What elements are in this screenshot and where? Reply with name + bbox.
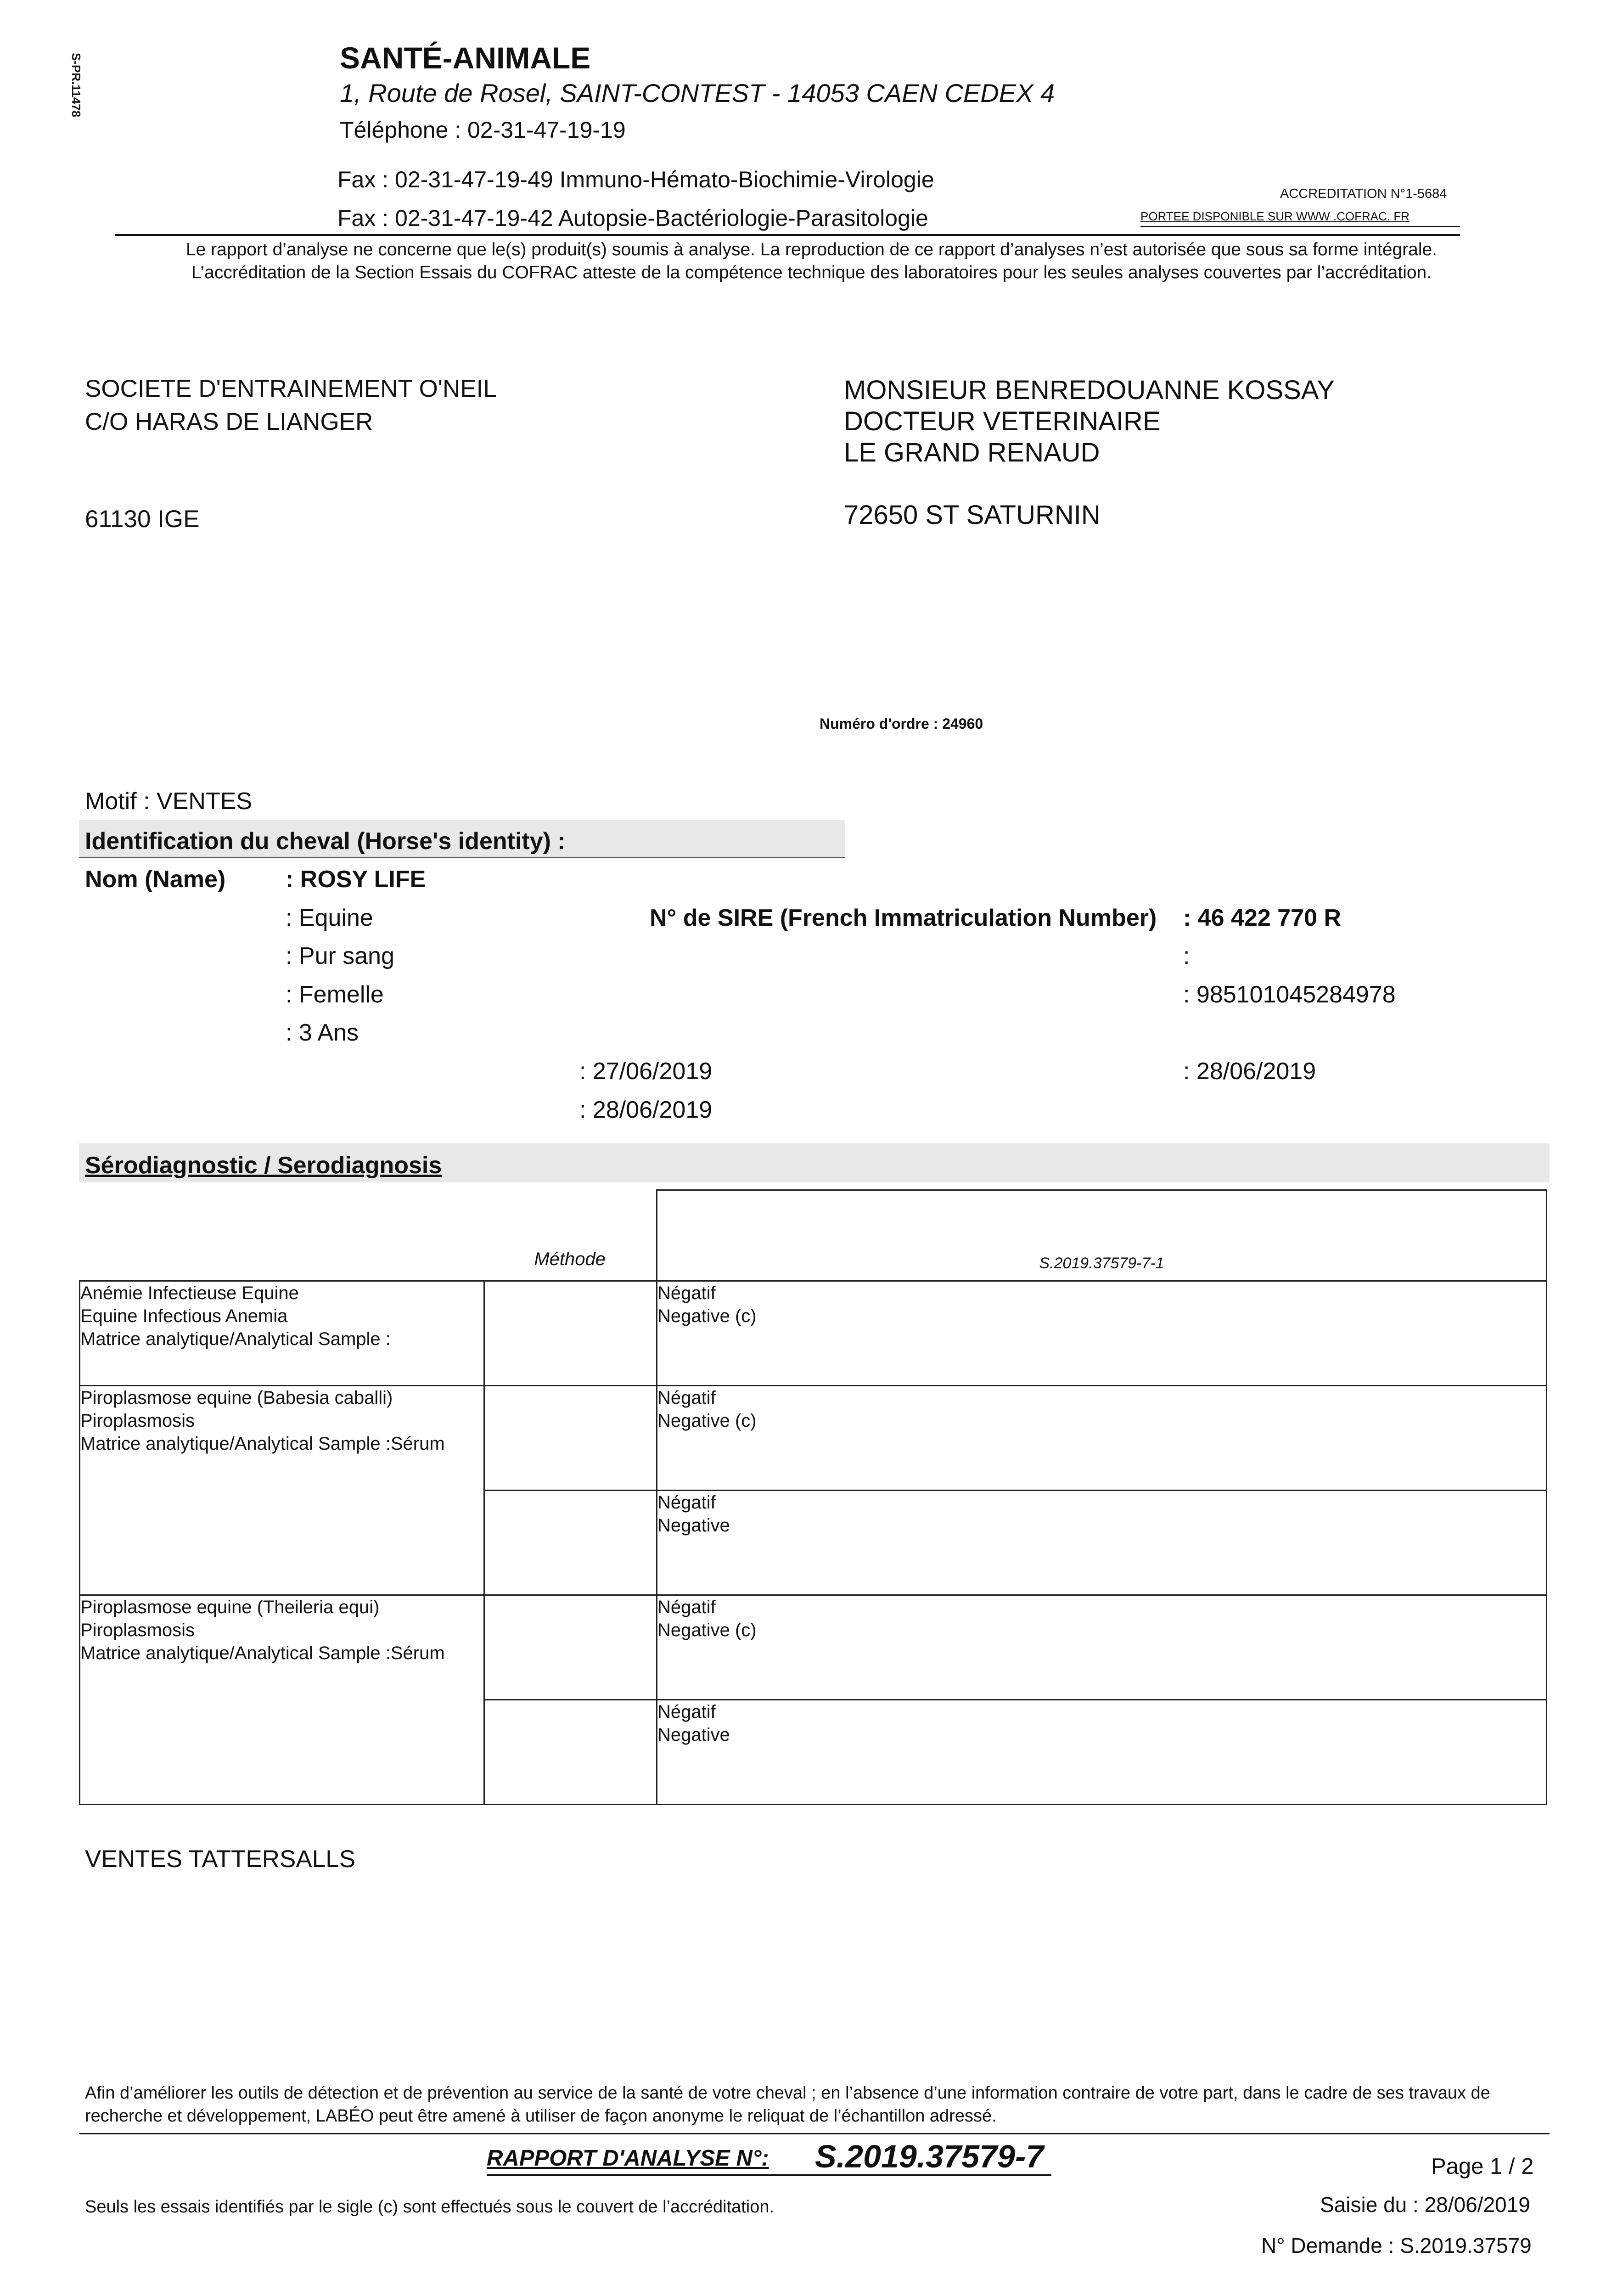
entry-date: Saisie du : 28/06/2019 [1320,2193,1530,2217]
disclaimer-line-2: L’accréditation de la Section Essais du COFRAC atteste de la compétence technique des laboratoires pour les seules analyses couvertes par l’accréditation. [191,263,1432,282]
analysis-cell [80,1386,484,1595]
sale-name: VENTES TATTERSALLS [85,1846,356,1873]
analysis-name-en: Equine Infectious Anemia [80,1306,288,1326]
vet-address: LE GRAND RENAUD [844,438,1100,467]
method-cell [484,1595,657,1700]
result-cell [657,1281,1546,1386]
method-cell [484,1386,657,1491]
cofrac-link: PORTEE DISPONIBLE SUR WWW .COFRAC. FR [1140,209,1410,223]
footer-divider [79,2133,1550,2134]
table-row [80,1386,1547,1491]
horse-name-label: Nom (Name) [85,866,226,893]
owner-name: SOCIETE D'ENTRAINEMENT O'NEIL [85,375,497,402]
analysis-name: Piroplasmose equine (Theileria equi) [80,1597,380,1617]
lab-fax-immuno: Fax : 02-31-47-19-49 Immuno-Hémato-Biochimie-Virologie [337,167,934,192]
method-cell [484,1281,657,1386]
accreditation-rule [1140,226,1460,227]
method-header: Méthode [534,1249,606,1269]
document-code: S-PR.11478 [69,53,83,118]
result-en: Negative (c) [657,1411,757,1431]
owner-address: C/O HARAS DE LIANGER [85,408,373,435]
result-cell [657,1595,1546,1700]
report-underline [487,2174,1051,2176]
report-number: S.2019.37579-7 [815,2138,1044,2174]
request-number: N° Demande : S.2019.37579 [1261,2234,1532,2257]
lab-fax-autopsie: Fax : 02-31-47-19-42 Autopsie-Bactériologie-Parasitologie [337,205,928,231]
horse-age: : 3 Ans [286,1019,359,1046]
transponder-number: : 985101045284978 [1183,981,1396,1008]
result-fr: Négatif [657,1597,716,1617]
results-table [79,1189,1547,1805]
method-cell [484,1700,657,1805]
result-en: Negative (c) [657,1620,757,1640]
analysis-cell [80,1281,484,1386]
breed-right-value: : [1183,943,1190,969]
horse-name-value: : ROSY LIFE [286,866,426,893]
identification-title: Identification du cheval (Horse's identity) : [85,828,566,855]
accreditation-note: Seuls les essais identifiés par le sigle (c) sont effectués sous le couvert de l’accréditation. [85,2197,775,2217]
analysis-date: : 28/06/2019 [579,1097,713,1123]
analysis-sample: Matrice analytique/Analytical Sample :Sérum [80,1643,445,1663]
table-row [80,1595,1547,1700]
header-divider [115,234,1460,236]
lab-phone: Téléphone : 02-31-47-19-19 [340,117,626,143]
result-cell [657,1491,1546,1595]
sire-label: N° de SIRE (French Immatriculation Number) [650,905,1157,931]
analysis-sample: Matrice analytique/Analytical Sample :Sérum [80,1434,445,1454]
result-fr: Négatif [657,1283,716,1303]
sampling-date: : 27/06/2019 [579,1058,713,1085]
research-notice: Afin d’améliorer les outils de détection et de prévention au service de la santé de votre cheval ; en l’absence d’une information contraire de votre part, dans le cadre de ses travaux de recherche et développement, LABÉO peut être amené à utiliser de façon anonyme le reliquat de l’échantillon adressé. [85,2083,1490,2126]
result-fr: Négatif [657,1492,716,1513]
horse-sex: : Femelle [286,981,384,1008]
horse-breed: : Pur sang [286,943,395,969]
analysis-name: Anémie Infectieuse Equine [80,1283,299,1303]
result-cell [657,1386,1546,1491]
lab-address: 1, Route de Rosel, SAINT-CONTEST - 14053 CAEN CEDEX 4 [340,79,1055,107]
lab-title: SANTÉ-ANIMALE [340,41,591,75]
page-number: Page 1 / 2 [1431,2154,1534,2179]
results-header-row [80,1190,1547,1281]
vet-name: MONSIEUR BENREDOUANNE KOSSAY [844,375,1335,405]
analysis-name-en: Piroplasmosis [80,1620,195,1640]
sample-header-cell [657,1190,1546,1281]
result-en: Negative [657,1515,730,1536]
result-en: Negative (c) [657,1306,757,1326]
order-number: Numéro d'ordre : 24960 [820,715,983,732]
report-label: RAPPORT D'ANALYSE N°: [487,2146,769,2171]
analysis-sample: Matrice analytique/Analytical Sample : [80,1329,391,1349]
serodiagnostic-title: Sérodiagnostic / Serodiagnosis [85,1152,442,1179]
owner-city: 61130 IGE [85,506,200,533]
accreditation-number: ACCREDITATION N°1-5684 [1280,186,1447,201]
analysis-cell [80,1595,484,1805]
result-fr: Négatif [657,1702,716,1722]
result-en: Negative [657,1725,730,1745]
analysis-name-en: Piroplasmosis [80,1411,195,1431]
sire-value: : 46 422 770 R [1183,905,1342,931]
vet-title: DOCTEUR VETERINAIRE [844,406,1161,436]
method-header-cell [80,1190,657,1281]
reception-date: : 28/06/2019 [1183,1058,1316,1085]
horse-species: : Equine [286,905,373,931]
result-cell [657,1700,1546,1805]
result-fr: Négatif [657,1388,716,1408]
disclaimer-line-1: Le rapport d’analyse ne concerne que le(s) produit(s) soumis à analyse. La reproduction de ce rapport d’analyses n’est autorisée que sous sa forme intégrale. [185,240,1438,259]
vet-city: 72650 ST SATURNIN [844,500,1101,530]
method-cell [484,1491,657,1595]
motif: Motif : VENTES [85,788,253,815]
sample-id: S.2019.37579-7-1 [1039,1255,1164,1272]
table-row [80,1281,1547,1386]
analysis-name: Piroplasmose equine (Babesia caballi) [80,1388,393,1408]
